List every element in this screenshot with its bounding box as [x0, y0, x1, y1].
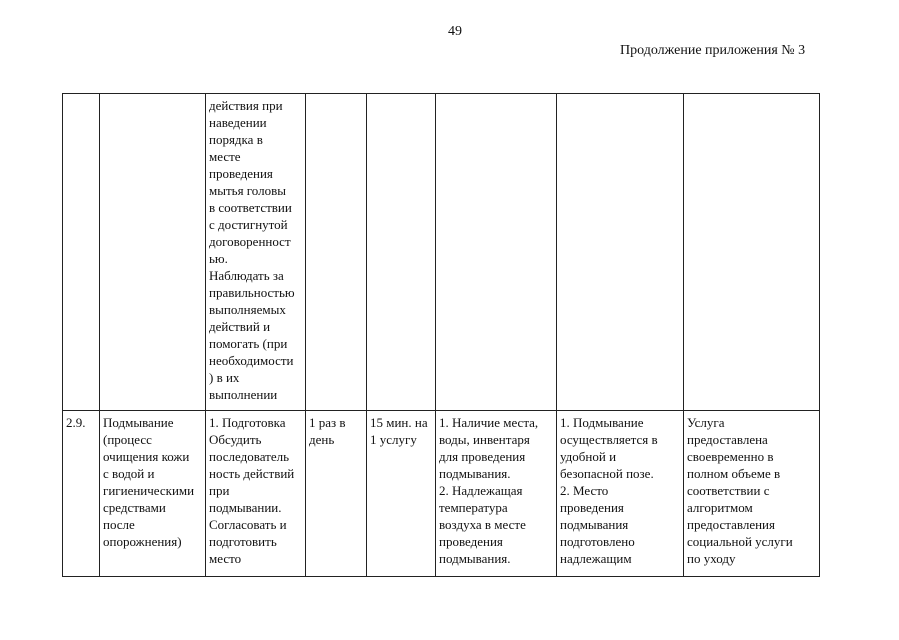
cell-service-name: Подмывание (процесс очищения кожи с водой и гигиеническими средствами после опорожнения) — [100, 411, 206, 577]
cell-frequency — [306, 94, 367, 411]
cell-result — [684, 94, 820, 411]
cell-actions: действия при наведении порядка в месте проведения мытья головы в соответствии с достигнутой договоренност ью. Наблюдать за правильностью выполняемых действий и помогать (при необходимости ) в их выполнении — [206, 94, 306, 411]
cell-service-name — [100, 94, 206, 411]
cell-result: Услуга предоставлена своевременно в полном объеме в соответствии с алгоритмом предоставления социальной услуги по уходу — [684, 411, 820, 577]
cell-quality: 1. Подмывание осуществляется в удобной и безопасной позе. 2. Место проведения подмывания подготовлено надлежащим — [557, 411, 684, 577]
cell-quality — [557, 94, 684, 411]
cell-conditions — [436, 94, 557, 411]
table-row — [63, 94, 820, 411]
appendix-continuation-label: Продолжение приложения № 3 — [620, 43, 806, 58]
cell-frequency: 1 раз в день — [306, 411, 367, 577]
cell-number — [63, 94, 100, 411]
cell-actions: 1. Подготовка Обсудить последователь ность действий при подмывании. Согласовать и подготовить место — [206, 411, 306, 577]
cell-conditions: 1. Наличие места, воды, инвентаря для проведения подмывания. 2. Надлежащая температура воздуха в месте проведения подмывания. — [436, 411, 557, 577]
cell-duration — [367, 94, 436, 411]
page-number: 49 — [448, 24, 462, 39]
cell-duration: 15 мин. на 1 услугу — [367, 411, 436, 577]
table-row — [63, 411, 820, 577]
service-table — [62, 93, 820, 577]
cell-number: 2.9. — [63, 411, 100, 577]
